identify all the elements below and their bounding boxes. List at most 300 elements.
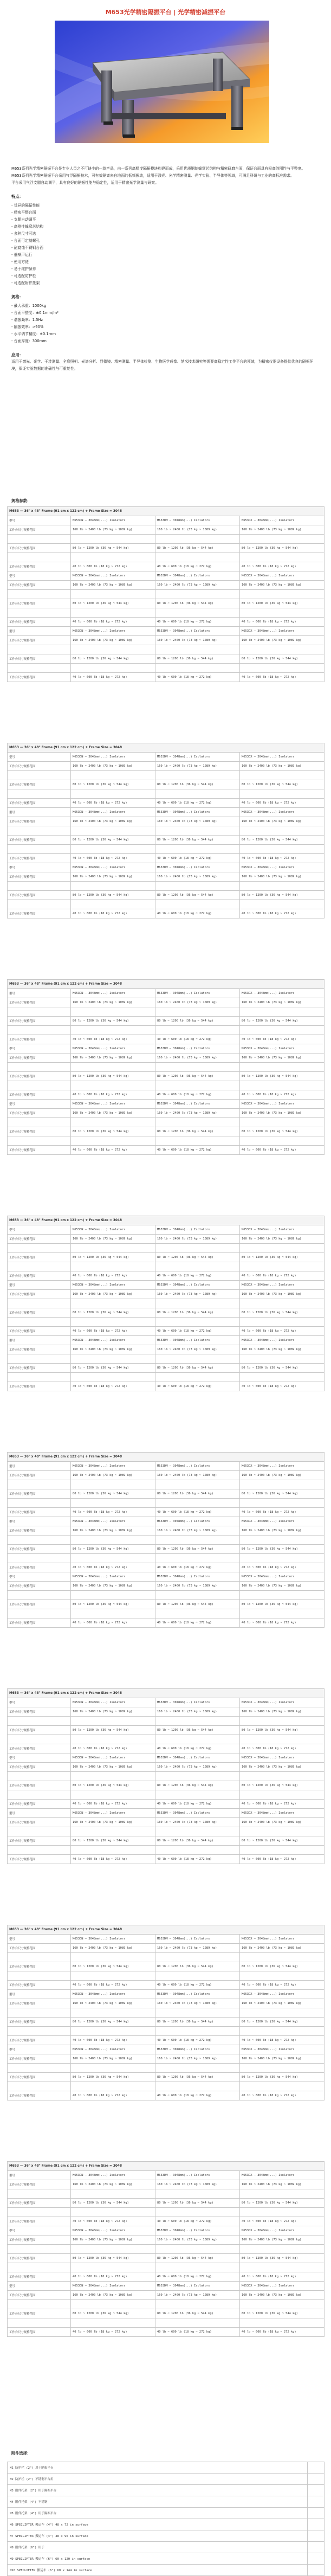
table-cell xyxy=(8,1609,71,1618)
table-cell: 80 lb ~ 1200 lb (36 kg ~ 544 kg) xyxy=(155,1017,240,1026)
table-cell: 型号 xyxy=(8,1698,71,1707)
table-cell: 160 lb ~ 2400 lb (73 kg ~ 1089 kg) xyxy=(71,1818,155,1827)
table-cell: M653DN — 3048mm(...) Isolators xyxy=(71,808,155,817)
table-cell: 80 lb ~ 1200 lb (36 kg ~ 544 kg) xyxy=(155,544,240,553)
table-cell: 40 lb ~ 600 lb (18 kg ~ 272 kg) xyxy=(71,2036,155,2045)
features-list xyxy=(11,202,320,287)
table-cell: 工作台尺寸规格范围 xyxy=(8,2235,71,2245)
table-row xyxy=(8,1281,324,1290)
table-header-row xyxy=(8,507,324,516)
table-cell xyxy=(307,2519,324,2530)
table-cell: 工作台尺寸规格范围 xyxy=(8,1327,71,1336)
table-cell: 工作台尺寸规格范围 xyxy=(8,2309,71,2318)
table-cell xyxy=(240,882,324,891)
table-row xyxy=(8,1354,324,1364)
table-cell xyxy=(8,645,71,654)
table-cell: 工作台尺寸规格范围 xyxy=(8,2036,71,2045)
table-cell: 80 lb ~ 1200 lb (36 kg ~ 544 kg) xyxy=(155,1308,240,1318)
table-cell: 工作台尺寸规格范围 xyxy=(8,1090,71,1100)
table-cell: 工作台尺寸规格范围 xyxy=(8,1600,71,1609)
table-cell: M653DM — 3048mm(...) Isolators xyxy=(155,1462,240,1471)
table-row xyxy=(8,1063,324,1072)
list-item: - 使用方便 xyxy=(11,259,320,266)
table-cell xyxy=(8,1244,71,1253)
table-cell: 工作台尺寸规格范围 xyxy=(8,1271,71,1281)
table-cell: 40 lb ~ 600 lb (18 kg ~ 272 kg) xyxy=(71,673,155,682)
table-cell xyxy=(71,1063,155,1072)
table-cell xyxy=(155,608,240,618)
table-cell: 80 lb ~ 1200 lb (36 kg ~ 544 kg) xyxy=(240,780,324,789)
table-cell: 型号 xyxy=(8,1935,71,1944)
table-cell: 40 lb ~ 600 lb (18 kg ~ 272 kg) xyxy=(240,2091,324,2100)
table-cell: 工作台尺寸规格范围 xyxy=(8,836,71,845)
table-cell xyxy=(71,1717,155,1726)
table-row xyxy=(8,998,324,1007)
table-row xyxy=(8,1053,324,1063)
table-cell xyxy=(155,2008,240,2018)
table-cell: 工作台尺寸规格范围 xyxy=(8,1781,71,1790)
table-cell: M653DM — 3048mm(...) Isolators xyxy=(155,1753,240,1763)
table-cell: 型号 xyxy=(8,1517,71,1526)
table-cell: 80 lb ~ 1200 lb (36 kg ~ 544 kg) xyxy=(155,1545,240,1554)
table-cell: 80 lb ~ 1200 lb (36 kg ~ 544 kg) xyxy=(155,1962,240,1971)
list-item: - 谐振频率：1.5Hz xyxy=(11,317,320,324)
table-cell: 40 lb ~ 600 lb (18 kg ~ 272 kg) xyxy=(71,1035,155,1044)
table-cell xyxy=(155,2318,240,2328)
table-cell: 80 lb ~ 1200 lb (36 kg ~ 544 kg) xyxy=(71,1364,155,1373)
table-cell: 160 lb ~ 2400 lb (73 kg ~ 1089 kg) xyxy=(71,2291,155,2300)
table-cell xyxy=(240,1007,324,1017)
table-cell: M653DN — 3048mm(...) Isolators xyxy=(71,1462,155,1471)
table-row xyxy=(8,2054,324,2064)
table-cell: 160 lb ~ 2400 lb (73 kg ~ 1089 kg) xyxy=(155,1290,240,1299)
table-row xyxy=(8,1244,324,1253)
table-cell: M653DN — 3048mm(...) Isolators xyxy=(71,1336,155,1345)
table-cell xyxy=(240,1735,324,1744)
table-cell: 40 lb ~ 600 lb (18 kg ~ 272 kg) xyxy=(240,1618,324,1628)
table-cell xyxy=(240,1846,324,1855)
spec-tables-heading: 规格参数： xyxy=(11,498,31,503)
table-cell: 工作台尺寸规格范围 xyxy=(8,1726,71,1735)
table-cell xyxy=(155,1354,240,1364)
table-cell: 40 lb ~ 600 lb (18 kg ~ 272 kg) xyxy=(155,1508,240,1517)
table-cell xyxy=(240,1262,324,1271)
table-cell: M653DN — 3048mm(...) Isolators xyxy=(71,516,155,525)
table-row xyxy=(8,2300,324,2309)
table-cell: 160 lb ~ 2400 lb (73 kg ~ 1089 kg) xyxy=(240,1109,324,1118)
table-cell: 160 lb ~ 2400 lb (73 kg ~ 1089 kg) xyxy=(71,1999,155,2008)
table-row xyxy=(8,599,324,608)
table-cell: 40 lb ~ 600 lb (18 kg ~ 272 kg) xyxy=(155,1271,240,1281)
table-cell xyxy=(8,2263,71,2272)
table-row xyxy=(8,1618,324,1628)
table-cell xyxy=(8,1846,71,1855)
table-cell xyxy=(240,2300,324,2309)
table-cell: 160 lb ~ 2400 lb (73 kg ~ 1089 kg) xyxy=(155,1053,240,1063)
product-description xyxy=(11,165,320,372)
table-cell: M653DN — 3048mm(...) Isolators xyxy=(71,753,155,762)
table-cell: 80 lb ~ 1200 lb (36 kg ~ 544 kg) xyxy=(240,1836,324,1846)
table-cell: M653DN — 3048mm(...) Isolators xyxy=(71,1698,155,1707)
table-cell: 160 lb ~ 2400 lb (73 kg ~ 1089 kg) xyxy=(240,2235,324,2245)
table-cell: 80 lb ~ 1200 lb (36 kg ~ 544 kg) xyxy=(71,1781,155,1790)
table-row xyxy=(8,863,324,872)
table-cell: M653DM — 3048mm(...) Isolators xyxy=(155,1100,240,1109)
table-cell: 工作台尺寸规格范围 xyxy=(8,1763,71,1772)
table-cell: 80 lb ~ 1200 lb (36 kg ~ 544 kg) xyxy=(71,544,155,553)
table-cell xyxy=(71,1554,155,1563)
table-cell xyxy=(240,1609,324,1618)
table-cell xyxy=(155,553,240,562)
table-row xyxy=(8,1517,324,1526)
table-cell: M653DM — 3048mm(...) Isolators xyxy=(155,1336,240,1345)
table-cell xyxy=(240,900,324,909)
table-row xyxy=(8,1109,324,1118)
table-cell: 型号 xyxy=(8,1990,71,1999)
table-cell: 160 lb ~ 2400 lb (73 kg ~ 1089 kg) xyxy=(155,2054,240,2064)
table-cell xyxy=(71,2208,155,2217)
table-row xyxy=(8,1480,324,1489)
table-row xyxy=(8,836,324,845)
table-cell: M653DN — 3048mm(...) Isolators xyxy=(71,1100,155,1109)
table-cell: M653DX — 3048mm(...) Isolators xyxy=(240,516,324,525)
table-cell xyxy=(155,1790,240,1800)
table-cell xyxy=(240,1081,324,1090)
table-cell xyxy=(8,1007,71,1017)
table-cell xyxy=(155,2189,240,2199)
table-cell xyxy=(8,2245,71,2254)
table-cell: 80 lb ~ 1200 lb (36 kg ~ 544 kg) xyxy=(155,1364,240,1373)
table-cell xyxy=(155,1846,240,1855)
table-row xyxy=(8,590,324,599)
table-cell xyxy=(155,2208,240,2217)
table-cell: 80 lb ~ 1200 lb (36 kg ~ 544 kg) xyxy=(240,599,324,608)
table-cell: 型号 xyxy=(8,1281,71,1290)
table-cell xyxy=(155,1591,240,1600)
table-cell: 160 lb ~ 2400 lb (73 kg ~ 1089 kg) xyxy=(71,1109,155,1118)
table-row xyxy=(8,2018,324,2027)
table-cell xyxy=(307,2553,324,2565)
table-cell xyxy=(307,2565,324,2576)
table-cell: M8 附件托架 (6") 用于 xyxy=(8,2542,308,2553)
table-cell: M653DN — 3048mm(...) Isolators xyxy=(71,1044,155,1053)
table-row xyxy=(8,571,324,581)
table-cell: 80 lb ~ 1200 lb (36 kg ~ 544 kg) xyxy=(71,1308,155,1318)
spec-table xyxy=(7,743,324,918)
table-cell: 160 lb ~ 2400 lb (73 kg ~ 1089 kg) xyxy=(155,1471,240,1480)
table-cell: M653DN — 3048mm(...) Isolators xyxy=(71,2171,155,2180)
table-cell xyxy=(8,1554,71,1563)
table-cell: 160 lb ~ 2400 lb (73 kg ~ 1089 kg) xyxy=(155,998,240,1007)
table-cell xyxy=(240,1536,324,1545)
table-cell xyxy=(8,590,71,599)
table-cell: 160 lb ~ 2400 lb (73 kg ~ 1089 kg) xyxy=(71,525,155,535)
table-cell: 160 lb ~ 2400 lb (73 kg ~ 1089 kg) xyxy=(240,998,324,1007)
table-row xyxy=(8,1990,324,1999)
table-cell: 40 lb ~ 600 lb (18 kg ~ 272 kg) xyxy=(155,1800,240,1809)
table-cell: 型号 xyxy=(8,2171,71,2180)
list-item: - 易于维护保养 xyxy=(11,266,320,273)
table-cell: M653DN — 3048mm(...) Isolators xyxy=(71,1809,155,1818)
table-cell: 80 lb ~ 1200 lb (36 kg ~ 544 kg) xyxy=(155,654,240,664)
table-row xyxy=(8,562,324,571)
table-cell: 40 lb ~ 600 lb (18 kg ~ 272 kg) xyxy=(155,2091,240,2100)
table-cell: M7 SPECLIFTER 搬运车 (4") 48 x 96 in surface xyxy=(8,2530,308,2542)
table-cell: 工作台尺寸规格范围 xyxy=(8,872,71,882)
table-cell: M653DN — 3048mm(...) Isolators xyxy=(71,863,155,872)
table-cell xyxy=(71,1118,155,1127)
table-row xyxy=(8,854,324,863)
table-header-row xyxy=(8,980,324,989)
list-item: - 支腿自动调平 xyxy=(11,216,320,223)
table-cell xyxy=(240,1953,324,1962)
table-row xyxy=(8,1572,324,1582)
table-row xyxy=(8,2091,324,2100)
table-cell: 160 lb ~ 2400 lb (73 kg ~ 1089 kg) xyxy=(155,2291,240,2300)
table-cell: 160 lb ~ 2400 lb (73 kg ~ 1089 kg) xyxy=(71,998,155,1007)
table-cell: 80 lb ~ 1200 lb (36 kg ~ 544 kg) xyxy=(71,891,155,900)
table-cell: 工作台尺寸规格范围 xyxy=(8,2272,71,2282)
table-cell xyxy=(240,1373,324,1382)
table-cell: 40 lb ~ 600 lb (18 kg ~ 272 kg) xyxy=(155,799,240,808)
table-cell: M653DX — 3048mm(...) Isolators xyxy=(240,2171,324,2180)
table-cell xyxy=(155,1609,240,1618)
table-cell: 160 lb ~ 2400 lb (73 kg ~ 1089 kg) xyxy=(240,581,324,590)
table-cell: 160 lb ~ 2400 lb (73 kg ~ 1089 kg) xyxy=(155,1526,240,1536)
table-cell xyxy=(240,1591,324,1600)
table-cell xyxy=(307,2496,324,2508)
table-cell: M653DX — 3048mm(...) Isolators xyxy=(240,1572,324,1582)
table-row xyxy=(8,1545,324,1554)
table-cell: 80 lb ~ 1200 lb (36 kg ~ 544 kg) xyxy=(240,1545,324,1554)
table-cell xyxy=(240,535,324,544)
table-cell xyxy=(155,1480,240,1489)
table-cell xyxy=(8,2318,71,2328)
table-cell: 型号 xyxy=(8,2226,71,2235)
table-row xyxy=(8,1508,324,1517)
table-cell: 80 lb ~ 1200 lb (36 kg ~ 544 kg) xyxy=(155,836,240,845)
table-cell: 工作台尺寸规格范围 xyxy=(8,817,71,826)
list-item: - 耐腐蚀不锈钢台面 xyxy=(11,245,320,252)
spec-table xyxy=(7,1688,324,1864)
table-row xyxy=(8,1271,324,1281)
table-cell xyxy=(307,2462,324,2474)
table-cell: 160 lb ~ 2400 lb (73 kg ~ 1089 kg) xyxy=(240,2180,324,2189)
table-cell xyxy=(71,2027,155,2036)
table-cell: 40 lb ~ 600 lb (18 kg ~ 272 kg) xyxy=(71,1508,155,1517)
table-cell: 80 lb ~ 1200 lb (36 kg ~ 544 kg) xyxy=(240,1364,324,1373)
table-row xyxy=(8,1971,324,1981)
table-cell xyxy=(8,1591,71,1600)
table-cell xyxy=(240,1136,324,1146)
table-cell xyxy=(8,1136,71,1146)
table-row xyxy=(8,1262,324,1271)
table-row xyxy=(8,1100,324,1109)
table-cell xyxy=(155,1953,240,1962)
table-cell: 40 lb ~ 600 lb (18 kg ~ 272 kg) xyxy=(71,1981,155,1990)
table-cell: 工作台尺寸规格范围 xyxy=(8,1290,71,1299)
table-cell: 160 lb ~ 2400 lb (73 kg ~ 1089 kg) xyxy=(155,636,240,645)
table-cell: 型号 xyxy=(8,1753,71,1763)
table-cell: 型号 xyxy=(8,753,71,762)
table-cell: 40 lb ~ 600 lb (18 kg ~ 272 kg) xyxy=(240,1981,324,1990)
table-cell: 160 lb ~ 2400 lb (73 kg ~ 1089 kg) xyxy=(240,1235,324,1244)
table-cell: 工作台尺寸规格范围 xyxy=(8,1563,71,1572)
list-item: - 台面平整度：±0.1mm/m² xyxy=(11,310,320,317)
table-cell: M653DX — 3048mm(...) Isolators xyxy=(240,1100,324,1109)
table-cell: 40 lb ~ 600 lb (18 kg ~ 272 kg) xyxy=(71,1618,155,1628)
table-row xyxy=(8,1781,324,1790)
table-cell: 40 lb ~ 600 lb (18 kg ~ 272 kg) xyxy=(240,2036,324,2045)
table-row xyxy=(8,882,324,891)
table-cell: M653DX — 3048mm(...) Isolators xyxy=(240,2045,324,2054)
table-header-row xyxy=(8,1216,324,1225)
table-cell: M6 SPECLIFTER 搬运车 (4") 48 x 72 in surface xyxy=(8,2519,308,2530)
table-cell xyxy=(71,2082,155,2091)
table-cell: 80 lb ~ 1200 lb (36 kg ~ 544 kg) xyxy=(71,836,155,845)
intro-paragraph: M653系列光学精密隔振平台采用气浮隔振技术，可有效隔离来自地面的低频振动，适用于激光、光学精密测量、光学实验、半导体等领域，可满足科研与工业的高标准需求。 xyxy=(11,174,294,178)
table-cell: 80 lb ~ 1200 lb (36 kg ~ 544 kg) xyxy=(71,1726,155,1735)
table-row xyxy=(8,1081,324,1090)
list-item: - 最大承重：1000kg xyxy=(11,303,320,310)
table-cell: 40 lb ~ 600 lb (18 kg ~ 272 kg) xyxy=(71,799,155,808)
table-row xyxy=(8,808,324,817)
table-cell xyxy=(155,1772,240,1781)
table-cell: 型号 xyxy=(8,2282,71,2291)
table-cell xyxy=(8,1790,71,1800)
table-cell: 80 lb ~ 1200 lb (36 kg ~ 544 kg) xyxy=(155,1600,240,1609)
table-cell: 40 lb ~ 600 lb (18 kg ~ 272 kg) xyxy=(155,1981,240,1990)
table-row xyxy=(8,1373,324,1382)
table-row xyxy=(8,2180,324,2189)
table-row xyxy=(8,1790,324,1800)
table-cell: 型号 xyxy=(8,1225,71,1235)
table-cell xyxy=(155,1735,240,1744)
table-row xyxy=(8,1800,324,1809)
table-cell xyxy=(155,1499,240,1508)
table-cell: 40 lb ~ 600 lb (18 kg ~ 272 kg) xyxy=(155,1855,240,1864)
table-cell: 工作台尺寸规格范围 xyxy=(8,2018,71,2027)
table-cell: M653DN — 3048mm(...) Isolators xyxy=(71,1935,155,1944)
table-cell: 160 lb ~ 2400 lb (73 kg ~ 1089 kg) xyxy=(155,762,240,771)
table-cell: 160 lb ~ 2400 lb (73 kg ~ 1089 kg) xyxy=(71,1053,155,1063)
table-cell: 40 lb ~ 600 lb (18 kg ~ 272 kg) xyxy=(155,2036,240,2045)
table-cell: 160 lb ~ 2400 lb (73 kg ~ 1089 kg) xyxy=(240,1290,324,1299)
table-row xyxy=(8,581,324,590)
table-row xyxy=(8,2263,324,2272)
table-row xyxy=(8,2199,324,2208)
table-cell xyxy=(71,2008,155,2018)
table-cell: 40 lb ~ 600 lb (18 kg ~ 272 kg) xyxy=(71,1855,155,1864)
table-cell: 80 lb ~ 1200 lb (36 kg ~ 544 kg) xyxy=(155,1072,240,1081)
accessories-heading: 附件选择： xyxy=(11,2451,31,2456)
table-cell: M653DX — 3048mm(...) Isolators xyxy=(240,1336,324,1345)
table-cell: 40 lb ~ 600 lb (18 kg ~ 272 kg) xyxy=(240,1855,324,1864)
table-cell: 40 lb ~ 600 lb (18 kg ~ 272 kg) xyxy=(240,1271,324,1281)
table-cell: 型号 xyxy=(8,571,71,581)
table-row xyxy=(8,1953,324,1962)
table-cell: 160 lb ~ 2400 lb (73 kg ~ 1089 kg) xyxy=(240,1582,324,1591)
table-cell: M653DM — 3048mm(...) Isolators xyxy=(155,1044,240,1053)
table-cell xyxy=(307,2508,324,2519)
table-cell: 160 lb ~ 2400 lb (73 kg ~ 1089 kg) xyxy=(71,762,155,771)
table-cell: 80 lb ~ 1200 lb (36 kg ~ 544 kg) xyxy=(71,1127,155,1136)
table-cell: 工作台尺寸规格范围 xyxy=(8,1545,71,1554)
table-cell xyxy=(8,2008,71,2018)
table-cell: 工作台尺寸规格范围 xyxy=(8,762,71,771)
table-cell: 160 lb ~ 2400 lb (73 kg ~ 1089 kg) xyxy=(71,1290,155,1299)
table-cell xyxy=(155,2082,240,2091)
table-cell: M653DM — 3048mm(...) Isolators xyxy=(155,2282,240,2291)
table-cell: 型号 xyxy=(8,1336,71,1345)
table-cell: M653DN — 3048mm(...) Isolators xyxy=(71,1225,155,1235)
table-row xyxy=(8,780,324,789)
table-cell: M653DM — 3048mm(...) Isolators xyxy=(155,1517,240,1526)
table-cell xyxy=(71,1244,155,1253)
table-cell: 工作台尺寸规格范围 xyxy=(8,1836,71,1846)
table-cell: 40 lb ~ 600 lb (18 kg ~ 272 kg) xyxy=(240,2272,324,2282)
table-cell: 40 lb ~ 600 lb (18 kg ~ 272 kg) xyxy=(71,1744,155,1753)
table-cell: 160 lb ~ 2400 lb (73 kg ~ 1089 kg) xyxy=(155,1235,240,1244)
table-cell: 80 lb ~ 1200 lb (36 kg ~ 544 kg) xyxy=(240,1600,324,1609)
table-row xyxy=(8,1035,324,1044)
table-cell: 80 lb ~ 1200 lb (36 kg ~ 544 kg) xyxy=(240,891,324,900)
table-cell: M653DX — 3048mm(...) Isolators xyxy=(240,2282,324,2291)
table-cell: M653DN — 3048mm(...) Isolators xyxy=(71,2045,155,2054)
table-cell: 160 lb ~ 2400 lb (73 kg ~ 1089 kg) xyxy=(155,525,240,535)
table-cell: M653DX — 3048mm(...) Isolators xyxy=(240,571,324,581)
table-cell xyxy=(240,664,324,673)
table-cell: 工作台尺寸规格范围 xyxy=(8,2254,71,2263)
table-cell: 160 lb ~ 2400 lb (73 kg ~ 1089 kg) xyxy=(71,872,155,882)
table-header-row xyxy=(8,1689,324,1698)
table-row xyxy=(8,753,324,762)
table-cell: 80 lb ~ 1200 lb (36 kg ~ 544 kg) xyxy=(155,1781,240,1790)
table-row xyxy=(8,2064,324,2073)
table-header-cell: M653 — 36" x 48" Frame (91 cm x 122 cm) + Frame Size = 3048 xyxy=(8,1216,324,1225)
table-cell: M653DN — 3048mm(...) Isolators xyxy=(71,1572,155,1582)
table-cell xyxy=(307,2530,324,2542)
table-cell: M653DM — 3048mm(...) Isolators xyxy=(155,516,240,525)
table-cell xyxy=(71,1026,155,1035)
table-row xyxy=(8,2282,324,2291)
table-cell xyxy=(8,535,71,544)
table-row xyxy=(8,1364,324,1373)
table-row xyxy=(8,826,324,836)
table-row xyxy=(8,1763,324,1772)
table-cell: 160 lb ~ 2400 lb (73 kg ~ 1089 kg) xyxy=(155,2235,240,2245)
table-cell: 40 lb ~ 600 lb (18 kg ~ 272 kg) xyxy=(71,909,155,918)
table-cell: 型号 xyxy=(8,2045,71,2054)
table-cell xyxy=(8,1953,71,1962)
spec-table xyxy=(7,1216,324,1391)
table-cell: 型号 xyxy=(8,627,71,636)
table-cell: 80 lb ~ 1200 lb (36 kg ~ 544 kg) xyxy=(71,1545,155,1554)
table-cell: 160 lb ~ 2400 lb (73 kg ~ 1089 kg) xyxy=(240,1345,324,1354)
table-cell: M653DM — 3048mm(...) Isolators xyxy=(155,627,240,636)
table-cell: 160 lb ~ 2400 lb (73 kg ~ 1089 kg) xyxy=(240,817,324,826)
table-cell: 型号 xyxy=(8,1572,71,1582)
table-cell xyxy=(8,1118,71,1127)
table-cell: M653DX — 3048mm(...) Isolators xyxy=(240,1990,324,1999)
table-cell: 工作台尺寸规格范围 xyxy=(8,1981,71,1990)
table-cell: 工作台尺寸规格范围 xyxy=(8,1017,71,1026)
table-cell xyxy=(240,1244,324,1253)
table-row xyxy=(8,2082,324,2091)
table-cell xyxy=(240,553,324,562)
table-cell: 工作台尺寸规格范围 xyxy=(8,1364,71,1373)
table-row xyxy=(8,1536,324,1545)
